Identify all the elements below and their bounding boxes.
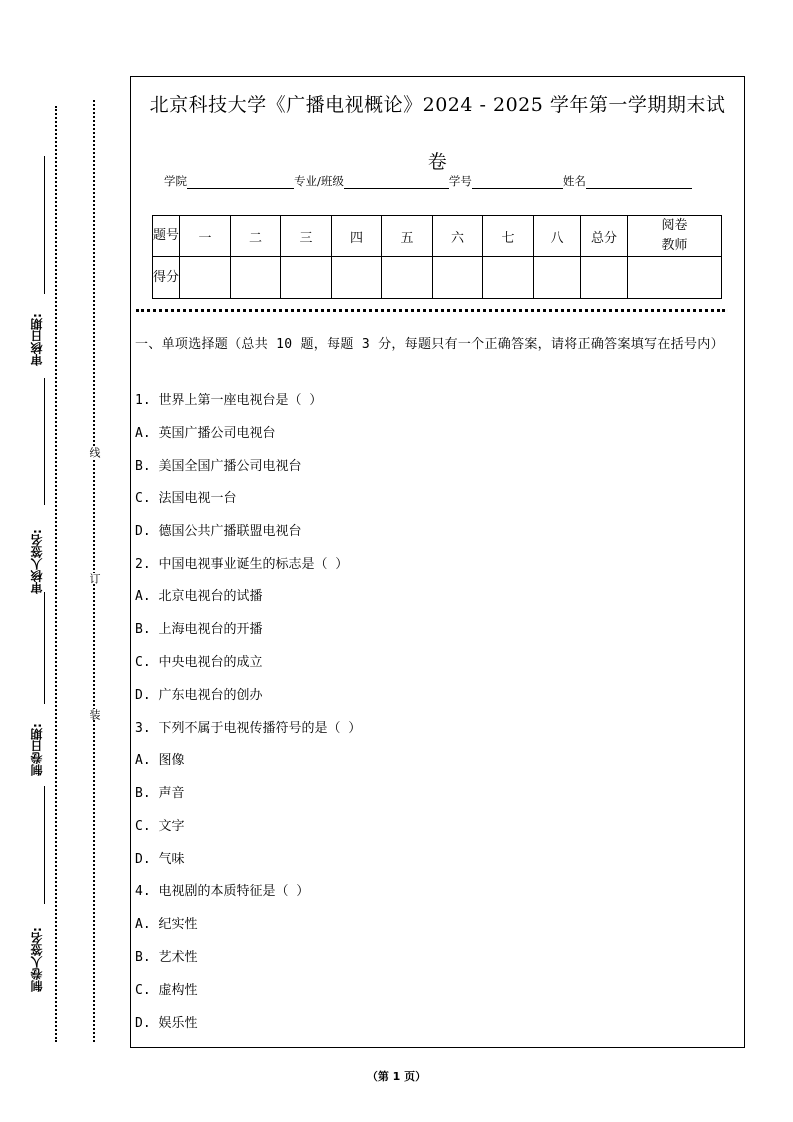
option-item: C. 文字 — [135, 819, 185, 834]
column-5: 五 — [382, 216, 433, 257]
exam-title-line2: 卷 — [427, 151, 448, 173]
option-item: D. 广东电视台的创办 — [135, 688, 263, 703]
option-item: A. 图像 — [135, 753, 185, 768]
exam-title — [131, 84, 744, 183]
major-field[interactable] — [344, 175, 449, 189]
score-label: 得分 — [153, 257, 180, 299]
question-number-label: 题号 — [153, 216, 180, 257]
score-table-score-row — [153, 257, 722, 299]
score-table-header-row — [153, 216, 722, 257]
name-field[interactable] — [586, 175, 692, 189]
option-item: C. 法国电视一台 — [135, 491, 237, 506]
left-dotted-rule — [55, 106, 57, 1042]
option-item: B. 艺术性 — [135, 950, 198, 965]
college-field[interactable] — [187, 175, 294, 189]
option-item: A. 北京电视台的试播 — [135, 589, 263, 604]
maker-sign-line — [44, 786, 45, 904]
column-7: 七 — [483, 216, 534, 257]
option-item: A. 英国广播公司电视台 — [135, 426, 276, 441]
question-stem: 1. 世界上第一座电视台是（ ） — [135, 393, 323, 408]
reviewer-sign-line — [44, 378, 45, 505]
score-cell[interactable] — [534, 257, 581, 299]
column-grader — [628, 216, 722, 257]
section-heading: 一、单项选择题（总共 10 题，每题 3 分，每题只有一个正确答案，请将正确答案填写在括号内） — [135, 337, 724, 352]
score-cell[interactable] — [433, 257, 483, 299]
column-3: 三 — [281, 216, 332, 257]
option-item: C. 虚构性 — [135, 983, 198, 998]
column-total: 总分 — [581, 216, 628, 257]
binding-mark-staple: 订 — [88, 573, 101, 584]
college-label: 学院 — [164, 174, 187, 188]
student-info-row — [164, 173, 724, 189]
binding-mark-fix: 装 — [88, 709, 101, 720]
column-6: 六 — [433, 216, 483, 257]
column-2: 二 — [231, 216, 281, 257]
major-label: 专业/班级 — [294, 174, 344, 188]
score-cell[interactable] — [382, 257, 433, 299]
binding-mark-line: 线 — [88, 447, 101, 458]
maker-sign-label: 制卷人签名: — [30, 927, 44, 992]
option-item: B. 声音 — [135, 786, 185, 801]
option-item: B. 上海电视台的开播 — [135, 622, 263, 637]
dotted-separator — [136, 309, 725, 312]
score-cell[interactable] — [483, 257, 534, 299]
make-date-line — [44, 592, 45, 704]
option-item: D. 娱乐性 — [135, 1016, 198, 1031]
score-cell[interactable] — [628, 257, 722, 299]
name-label: 姓名 — [562, 174, 586, 188]
student-id-label: 学号 — [448, 174, 472, 188]
page-number: （第 1 页） — [366, 1070, 427, 1083]
grader-label: 阅卷教师 — [661, 218, 688, 253]
score-cell[interactable] — [581, 257, 628, 299]
review-date-line — [44, 156, 45, 294]
score-cell[interactable] — [180, 257, 231, 299]
binding-dotted-rule — [93, 100, 95, 1042]
review-date-label: 审核日期: — [30, 313, 44, 366]
option-item: D. 德国公共广播联盟电视台 — [135, 524, 302, 539]
reviewer-sign-label: 审核人签名: — [30, 529, 44, 594]
student-id-field[interactable] — [472, 175, 563, 189]
score-table — [152, 215, 722, 299]
option-item: A. 纪实性 — [135, 917, 198, 932]
option-item: C. 中央电视台的成立 — [135, 655, 263, 670]
question-stem: 3. 下列不属于电视传播符号的是（ ） — [135, 721, 362, 736]
column-1: 一 — [180, 216, 231, 257]
option-item: B. 美国全国广播公司电视台 — [135, 459, 302, 474]
option-item: D. 气味 — [135, 852, 185, 867]
question-stem: 4. 电视剧的本质特征是（ ） — [135, 884, 310, 899]
exam-title-line1: 北京科技大学《广播电视概论》2024 - 2025 学年第一学期期末试 — [149, 94, 726, 116]
column-8: 八 — [534, 216, 581, 257]
score-cell[interactable] — [231, 257, 281, 299]
column-4: 四 — [332, 216, 382, 257]
make-date-label: 制卷日期: — [30, 723, 44, 776]
score-cell[interactable] — [281, 257, 332, 299]
score-cell[interactable] — [332, 257, 382, 299]
question-stem: 2. 中国电视事业诞生的标志是（ ） — [135, 557, 349, 572]
